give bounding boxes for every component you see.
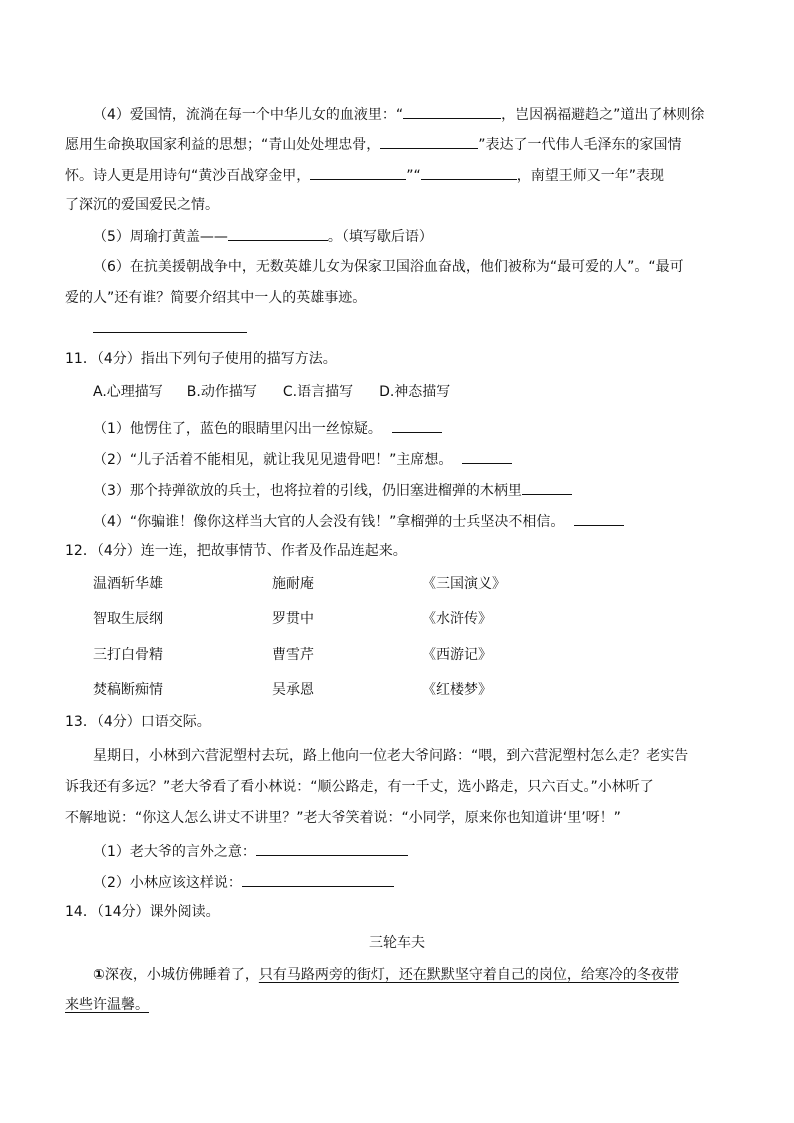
q10-p4-text: ”“ xyxy=(406,168,421,184)
plot-item[interactable]: 焚稿断痴情 xyxy=(93,682,163,698)
work-item[interactable]: 《三国演义》 xyxy=(422,576,506,592)
author-item[interactable]: 吴承恩 xyxy=(272,682,314,698)
q11-item-2 xyxy=(93,449,512,469)
paragraph-text: 深夜，小城仿佛睡着了， xyxy=(104,967,259,983)
option-b: B.动作描写 xyxy=(186,384,257,400)
q11-item-4 xyxy=(93,511,624,531)
answer-blank[interactable] xyxy=(522,480,572,495)
option-d: D.神态描写 xyxy=(379,384,451,400)
q13-paragraph-line1: 星期日，小林到六营泥塑村去玩，路上他向一位老大爷问路：“喂，到六营泥塑村怎么走？老实告 xyxy=(93,748,689,764)
option-a: A.心理描写 xyxy=(93,384,163,400)
reading-title: 三轮车夫 xyxy=(369,935,425,951)
paragraph-number: ① xyxy=(93,967,105,983)
underlined-sentence: 来些许温馨。 xyxy=(65,997,149,1013)
answer-blank[interactable] xyxy=(392,418,442,433)
q10-p4-text: ，南望王师又一年”表现 xyxy=(516,168,665,184)
reading-paragraph-1-line1 xyxy=(93,966,679,984)
q13-sub-text: （1）老大爷的言外之意： xyxy=(93,844,256,860)
author-item[interactable]: 施耐庵 xyxy=(272,576,314,592)
answer-blank[interactable] xyxy=(228,226,328,241)
work-item[interactable]: 《水浒传》 xyxy=(422,611,492,627)
q10-p5-text: （5）周瑜打黄盖—— xyxy=(93,229,228,245)
q11-heading: 11．（4分）指出下列句子使用的描写方法。 xyxy=(65,351,337,367)
reading-paragraph-1-line2 xyxy=(65,996,149,1014)
answer-blank[interactable] xyxy=(421,165,517,180)
answer-blank[interactable] xyxy=(574,511,624,526)
underlined-sentence: 只有马路两旁的街灯，还在默默坚守着自己的岗位，给寒冷的冬夜带 xyxy=(258,967,679,983)
q12-heading: 12．（4分）连一连，把故事情节、作者及作品连起来。 xyxy=(65,543,407,559)
q10-p5 xyxy=(93,226,433,246)
option-c: C.语言描写 xyxy=(282,384,354,400)
answer-blank[interactable] xyxy=(93,318,247,333)
q10-p4-text: 愿用生命换取国家利益的思想；“青山处处埋忠骨， xyxy=(65,137,381,153)
q10-p4-line2 xyxy=(65,134,682,154)
q11-item-text: （1）他愣住了，蓝色的眼睛里闪出一丝惊疑。 xyxy=(93,421,382,437)
q10-p6-line2: 爱的人”还有谁？简要介绍其中一人的英雄事迹。 xyxy=(65,290,367,306)
q13-paragraph-line2: 诉我还有多远？”老大爷看了看小林说：“顺公路走，有一千丈，选小路走，只六百丈。”小林听了 xyxy=(65,779,654,795)
q10-p4-line1 xyxy=(93,104,704,124)
work-item[interactable]: 《红楼梦》 xyxy=(422,682,492,698)
plot-item[interactable]: 智取生辰纲 xyxy=(93,611,163,627)
plot-item[interactable]: 温酒斩华雄 xyxy=(93,576,163,592)
q11-item-text: （3）那个持弹欲放的兵士，也将拉着的引线，仍旧塞进榴弹的木柄里 xyxy=(93,483,522,499)
q10-p4-text: ”表达了一代伟人毛泽东的家国情 xyxy=(478,137,682,153)
q10-p5-text: 。（填写歇后语） xyxy=(327,229,433,245)
q11-options xyxy=(93,383,450,401)
answer-blank[interactable] xyxy=(256,841,408,856)
q10-p4-line3 xyxy=(65,165,664,185)
q10-p4-line4: 了深沉的爱国爱民之情。 xyxy=(65,197,219,213)
q10-p4-text: 怀。诗人更是用诗句“黄沙百战穿金甲， xyxy=(65,168,311,184)
q13-sub-2 xyxy=(93,872,394,892)
answer-blank[interactable] xyxy=(310,165,406,180)
q10-p6-answer-line xyxy=(93,318,247,338)
answer-blank[interactable] xyxy=(403,104,501,119)
work-item[interactable]: 《西游记》 xyxy=(422,647,492,663)
q10-p6-line1: （6）在抗美援朝战争中，无数英雄儿女为保家卫国浴血奋战，他们被称为“最可爱的人”。“最可 xyxy=(93,259,684,275)
answer-blank[interactable] xyxy=(462,449,512,464)
q11-item-3 xyxy=(93,480,572,500)
q10-p4-text: ，岂因祸福避趋之”道出了林则徐 xyxy=(501,107,705,123)
q13-sub-1 xyxy=(93,841,408,861)
q13-heading: 13．（4分）口语交际。 xyxy=(65,714,211,730)
answer-blank[interactable] xyxy=(242,872,394,887)
answer-blank[interactable] xyxy=(380,134,478,149)
author-item[interactable]: 罗贯中 xyxy=(272,611,314,627)
q11-item-text: （4）“你骗谁！像你这样当大官的人会没有钱！”拿榴弹的士兵坚决不相信。 xyxy=(93,514,565,530)
q14-heading: 14．（14分）课外阅读。 xyxy=(65,904,220,920)
plot-item[interactable]: 三打白骨精 xyxy=(93,647,163,663)
q11-item-text: （2）“儿子活着不能相见，就让我见见遗骨吧！”主席想。 xyxy=(93,452,453,468)
q13-sub-text: （2）小林应该这样说： xyxy=(93,875,242,891)
author-item[interactable]: 曹雪芹 xyxy=(272,647,314,663)
q13-paragraph-line3: 不解地说：“你这人怎么讲丈不讲里？”老大爷笑着说：“小同学，原来你也知道讲‘里’呀！” xyxy=(65,810,621,826)
q10-p4-text: （4）爱国情，流淌在每一个中华儿女的血液里：“ xyxy=(93,107,404,123)
q11-item-1 xyxy=(93,418,442,438)
